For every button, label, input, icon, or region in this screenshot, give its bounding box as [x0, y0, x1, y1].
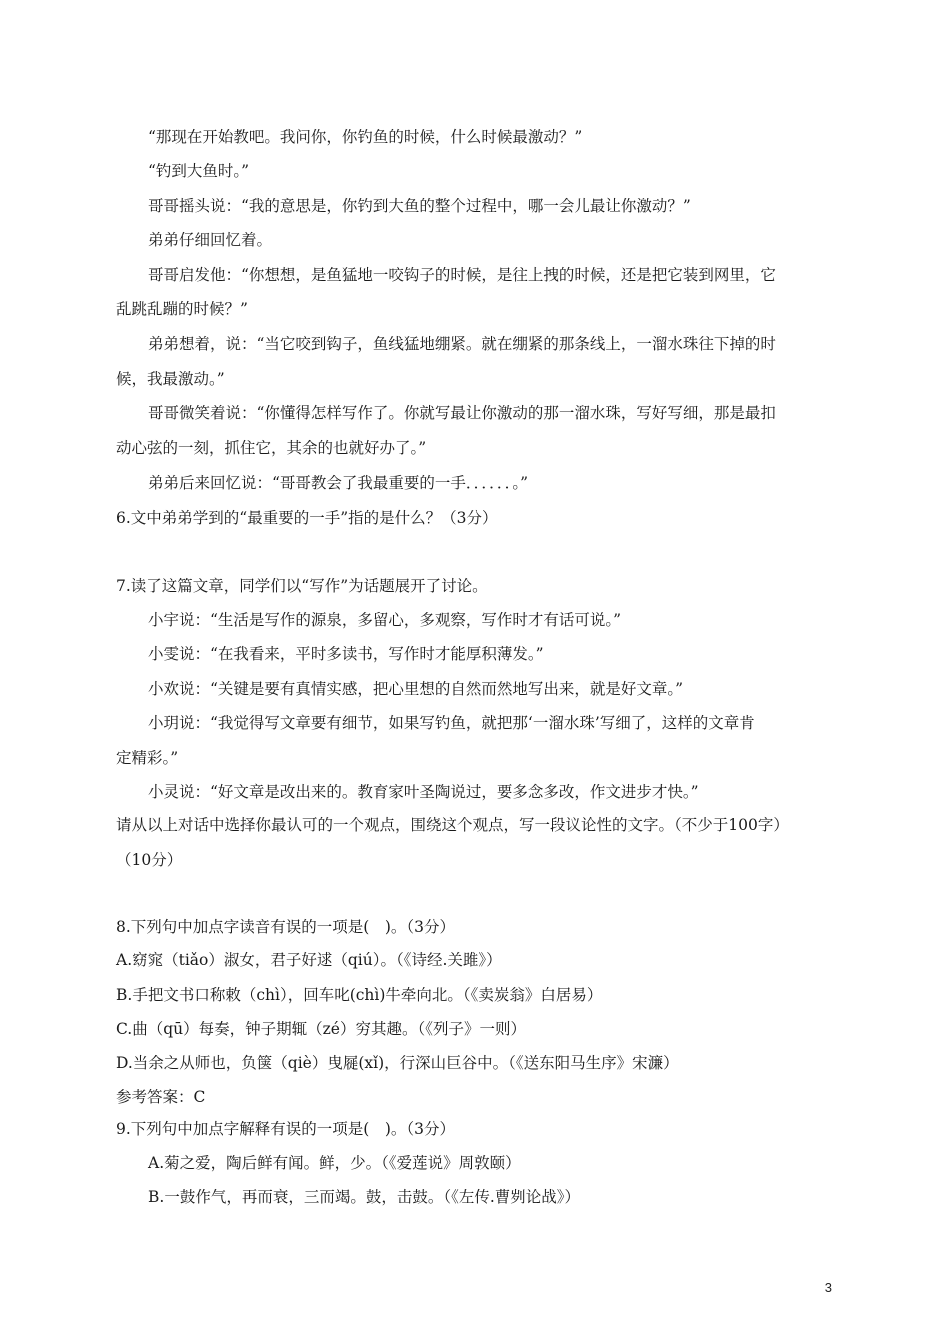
question-9-stem: 9.下列句中加点字解释有误的一项是( )。（3分）: [116, 1120, 455, 1138]
question-7-task: 请从以上对话中选择你最认可的一个观点，围绕这个观点，写一段议论性的文字。（不少于100字）: [116, 816, 789, 834]
page-number: 3: [824, 1280, 832, 1295]
story-line: 哥哥启发他：“你想想，是鱼猛地一咬钩子的时候，是往上拽的时候，还是把它装到网里，它: [148, 266, 776, 284]
story-line: 弟弟想着，说：“当它咬到钩子，鱼线猛地绷紧。就在绷紧的那条线上，一溜水珠往下掉的时: [148, 335, 776, 353]
question-8-option-b: B.手把文书口称敕（chì），回车叱(chì)牛牵向北。（《卖炭翁》白居易）: [116, 986, 603, 1004]
story-line: 弟弟后来回忆说：“哥哥教会了我最重要的一手．．．．．．。”: [148, 474, 529, 492]
story-line: “那现在开始教吧。我问你，你钓鱼的时候，什么时候最激动？”: [148, 128, 583, 146]
question-8-stem: 8.下列句中加点字读音有误的一项是( )。（3分）: [116, 918, 455, 936]
story-line: 哥哥微笑着说：“你懂得怎样写作了。你就写最让你激动的那一溜水珠，写好写细，那是最扣: [148, 404, 776, 422]
story-line: 弟弟仔细回忆着。: [148, 231, 273, 249]
opinion-line: 小雯说：“在我看来，平时多读书，写作时才能厚积薄发。”: [148, 645, 544, 663]
question-8-option-d: D.当余之从师也，负箧（qiè）曳屣(xǐ)，行深山巨谷中。（《送东阳马生序》宋濂）: [116, 1054, 679, 1072]
question-6: 6.文中弟弟学到的“最重要的一手”指的是什么？（3分）: [116, 509, 498, 527]
question-7-stem: 7.读了这篇文章，同学们以“写作”为话题展开了讨论。: [116, 577, 488, 595]
story-line: 候，我最激动。”: [116, 370, 225, 388]
story-line: “钓到大鱼时。”: [148, 162, 250, 180]
question-7-score: （10分）: [116, 851, 183, 869]
question-9-option-b: B.一鼓作气，再而衰，三而竭。鼓，击鼓。（《左传.曹刿论战》）: [148, 1188, 580, 1206]
opinion-line: 小宇说：“生活是写作的源泉，多留心，多观察，写作时才有话可说。”: [148, 611, 622, 629]
question-9-option-a: A.菊之爱，陶后鲜有闻。鲜，少。（《爱莲说》周敦颐）: [148, 1154, 521, 1172]
question-8-option-a: A.窈窕（tiǎo）淑女，君子好逑（qiú）。（《诗经.关雎》）: [116, 951, 502, 969]
question-8-option-c: C.曲（qū）每奏，钟子期辄（zé）穷其趣。（《列子》一则）: [116, 1020, 526, 1038]
story-line: 乱跳乱蹦的时候？”: [116, 300, 248, 318]
opinion-line: 小玥说：“我觉得写文章要有细节，如果写钓鱼，就把那‘一溜水珠’写细了，这样的文章肯: [148, 714, 755, 732]
story-line: 哥哥摇头说：“我的意思是，你钓到大鱼的整个过程中，哪一会儿最让你激动？”: [148, 197, 691, 215]
story-line: 动心弦的一刻，抓住它，其余的也就好办了。”: [116, 439, 427, 457]
opinion-line: 小灵说：“好文章是改出来的。教育家叶圣陶说过，要多念多改，作文进步才快。”: [148, 783, 699, 801]
opinion-line: 小欢说：“关键是要有真情实感，把心里想的自然而然地写出来，就是好文章。”: [148, 680, 684, 698]
opinion-line: 定精彩。”: [116, 749, 179, 767]
question-8-answer: 参考答案：C: [116, 1088, 206, 1106]
